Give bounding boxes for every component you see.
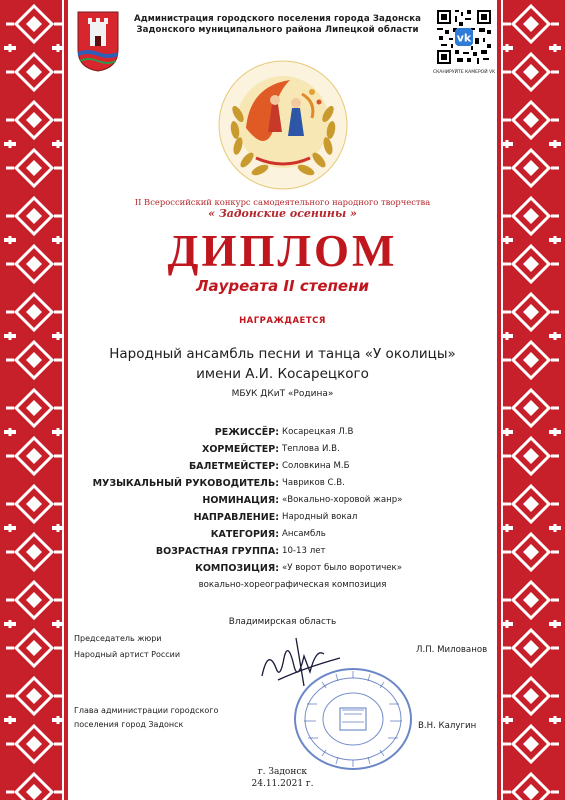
jury-position-2: Народный артист России — [74, 650, 181, 659]
detail-value: «Вокально-хоровой жанр» — [282, 495, 403, 505]
jury-chairman-name: Л.П. Милованов — [416, 645, 488, 655]
detail-label: КОМПОЗИЦИЯ: — [195, 563, 279, 574]
detail-value: 10-13 лет — [282, 546, 326, 556]
awarded-label: НАГРАЖДАЕТСЯ — [239, 316, 326, 326]
detail-label: МУЗЫКАЛЬНЫЙ РУКОВОДИТЕЛЬ: — [92, 478, 279, 489]
detail-label: НАПРАВЛЕНИЕ: — [193, 512, 279, 523]
jury-position-1: Председатель жюри — [74, 634, 162, 643]
detail-value: Косарецкая Л.В — [282, 427, 354, 437]
administration-header — [128, 14, 427, 36]
jury-chairman — [74, 631, 180, 663]
detail-row — [68, 543, 497, 560]
place-and-date — [68, 766, 497, 790]
administration-line-1: Администрация городского поселения города Задонска — [133, 14, 422, 24]
detail-value: Ансамбль — [282, 529, 326, 539]
contest-name: « Задонские осенины » — [208, 207, 357, 220]
detail-row — [68, 492, 497, 509]
admin-position-1: Глава администрации городского — [74, 706, 219, 715]
left-ornament-border — [0, 0, 68, 800]
composition-note: вокально-хореографическая композиция — [198, 580, 387, 590]
qr-code[interactable] — [435, 8, 493, 66]
detail-row — [68, 526, 497, 543]
detail-label: ВОЗРАСТНАЯ ГРУППА: — [155, 546, 279, 557]
detail-label: РЕЖИССЁР: — [214, 427, 279, 438]
detail-row — [68, 560, 497, 577]
detail-value: «У ворот было воротичек» — [282, 563, 403, 573]
details-list — [68, 424, 497, 594]
qr-caption: СКАНИРУЙТЕ КАМЕРОЙ VK — [432, 70, 496, 75]
detail-value: Народный вокал — [282, 512, 358, 522]
laureate-degree: Лауреата II степени — [196, 277, 369, 295]
svg-text:vk: vk — [456, 31, 472, 45]
right-ornament-border — [497, 0, 565, 800]
administration-line-2: Задонского муниципального района Липецкой области — [136, 25, 419, 35]
detail-label: БАЛЕТМЕЙСТЕР: — [188, 461, 279, 472]
administration-head-name: В.Н. Калугин — [418, 721, 477, 731]
city: г. Задонск — [257, 767, 308, 777]
detail-label: НОМИНАЦИЯ: — [202, 495, 279, 506]
detail-value: Чавриков С.В. — [282, 478, 345, 488]
recipient-line-1: Народный ансамбль песни и танца «У околицы» — [109, 346, 456, 362]
detail-value: Теплова И.В. — [282, 444, 340, 454]
diploma-title: ДИПЛОМ — [167, 226, 398, 276]
date: 24.11.2021 г. — [251, 779, 314, 789]
detail-row — [68, 509, 497, 526]
official-stamp-icon — [292, 666, 414, 772]
detail-row — [68, 475, 497, 492]
recipient — [68, 344, 497, 384]
detail-label: ХОРМЕЙСТЕР: — [202, 444, 279, 455]
festival-emblem-icon — [216, 58, 350, 192]
detail-row — [68, 441, 497, 458]
diploma-content — [68, 0, 497, 800]
admin-position-2: поселения город Задонск — [74, 720, 184, 729]
recipient-organization: МБУК ДКиТ «Родина» — [231, 389, 334, 399]
recipient-line-2: имени А.И. Косарецкого — [196, 366, 369, 382]
coat-of-arms-icon — [76, 10, 120, 72]
administration-head — [74, 704, 218, 732]
detail-value: Соловкина М.Б — [282, 461, 350, 471]
contest-info — [68, 196, 497, 220]
contest-line: II Всероссийский конкурс самодеятельного народного творчества — [134, 197, 431, 207]
detail-label: КАТЕГОРИЯ: — [210, 529, 279, 540]
detail-row — [68, 458, 497, 475]
detail-row — [68, 424, 497, 441]
region: Владимирская область — [228, 617, 337, 627]
